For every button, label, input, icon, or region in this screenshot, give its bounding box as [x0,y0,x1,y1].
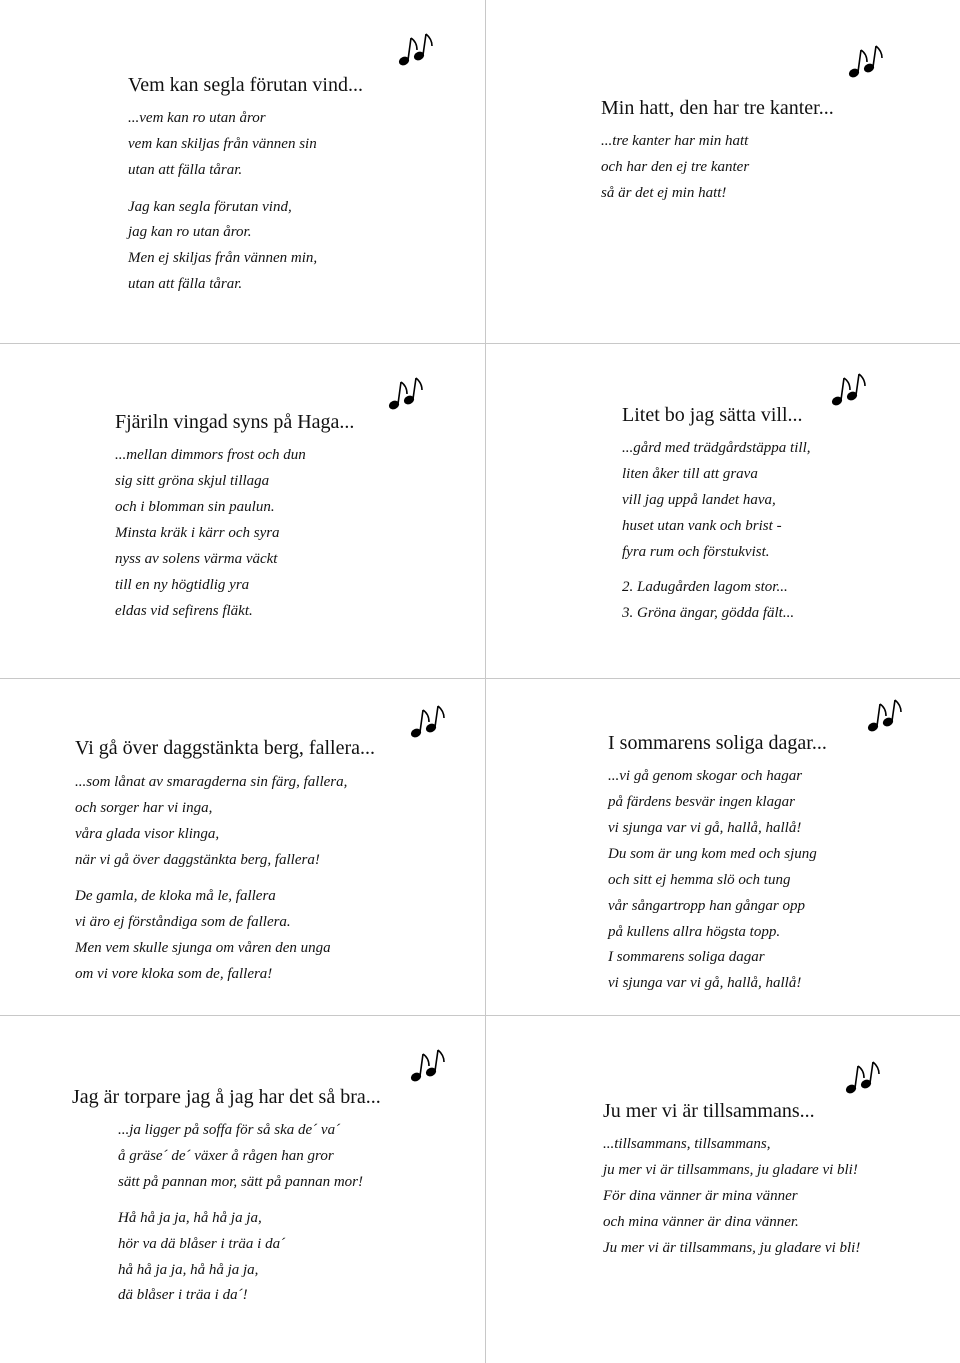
song-line: För dina vänner är mina vänner [603,1188,798,1204]
song-line: De gamla, de kloka må le, fallera [75,888,276,904]
song-line: Minsta kräk i kärr och syra [115,525,280,541]
song-line: dä blåser i träa i da´! [118,1287,248,1303]
song-line: våra glada visor klinga, [75,826,220,842]
song-line: vill jag uppå landet hava, [622,492,776,508]
song-line: ...mellan dimmors frost och dun [115,447,306,463]
song-line: hör va dä blåser i träa i da´ [118,1236,286,1252]
song-line: utan att fälla tårar. [128,276,243,292]
song-line: och mina vänner är dina vänner. [603,1214,799,1230]
song-line: ...vem kan ro utan åror [128,110,266,126]
music-notes-icon [397,30,437,70]
song-line: ...gård med trädgårdstäppa till, [622,440,811,456]
song-line: vår sångartropp han gångar opp [608,898,805,914]
row-divider [0,343,960,344]
song-line: sig sitt gröna skjul tillaga [115,473,270,489]
center-divider [485,343,486,678]
song-line: och sitt ej hemma slö och tung [608,872,791,888]
song-line: vi äro ej förståndiga som de fallera. [75,914,291,930]
song-line: och har den ej tre kanter [601,159,750,175]
song-line: Ju mer vi är tillsammans, ju gladare vi bli! [603,1240,861,1256]
center-divider [485,678,486,1015]
music-notes-icon [830,370,870,410]
song-line: vem kan skiljas från vännen sin [128,136,317,152]
song-line: på färdens besvär ingen klagar [608,794,795,810]
song-line: 3. Gröna ängar, gödda fält... [622,605,795,621]
song-line: 2. Ladugården lagom stor... [622,579,788,595]
song-line: å gräse´ de´ växer å rågen han gror [118,1148,334,1164]
song-title: Ju mer vi är tillsammans... [603,1100,815,1122]
center-divider [485,0,486,343]
song-title: Vi gå över daggstänkta berg, fallera... [75,737,375,759]
song-line: jag kan ro utan åror. [128,224,252,240]
song-line: liten åker till att grava [622,466,758,482]
song-line: om vi vore kloka som de, fallera! [75,966,273,982]
song-line: fyra rum och förstukvist. [622,544,770,560]
center-divider [485,1015,486,1363]
song-title: I sommarens soliga dagar... [608,732,827,754]
music-notes-icon [409,702,449,742]
row-divider [0,1015,960,1016]
song-line: ...ja ligger på soffa för så ska de´ va´ [118,1122,341,1138]
music-notes-icon [844,1058,884,1098]
song-title: Jag är torpare jag å jag har det så bra... [72,1086,381,1108]
song-line: ...tre kanter har min hatt [601,133,749,149]
song-line: till en ny högtidlig yra [115,577,250,593]
music-notes-icon [847,42,887,82]
song-line: ...vi gå genom skogar och hagar [608,768,803,784]
music-notes-icon [387,374,427,414]
song-line: huset utan vank och brist - [622,518,782,534]
song-line: sätt på pannan mor, sätt på pannan mor! [118,1174,364,1190]
song-title: Fjäriln vingad syns på Haga... [115,411,355,433]
song-line: Men vem skulle sjunga om våren den unga [75,940,331,956]
song-title: Vem kan segla förutan vind... [128,74,363,96]
song-line: och i blomman sin paulun. [115,499,275,515]
song-line: utan att fälla tårar. [128,162,243,178]
song-line: hå hå ja ja, hå hå ja ja, [118,1262,259,1278]
song-title: Min hatt, den har tre kanter... [601,97,834,119]
song-line: eldas vid sefirens fläkt. [115,603,253,619]
song-line: när vi gå över daggstänkta berg, fallera! [75,852,320,868]
song-line: nyss av solens värma väckt [115,551,278,567]
song-line: och sorger har vi inga, [75,800,213,816]
song-line: I sommarens soliga dagar [608,949,765,965]
music-notes-icon [866,696,906,736]
song-line: ju mer vi är tillsammans, ju gladare vi bli! [603,1162,858,1178]
song-line: Jag kan segla förutan vind, [128,199,292,215]
music-notes-icon [409,1046,449,1086]
song-line: Du som är ung kom med och sjung [608,846,817,862]
song-line: Hå hå ja ja, hå hå ja ja, [118,1210,262,1226]
song-line: så är det ej min hatt! [601,185,727,201]
song-line: ...som lånat av smaragderna sin färg, fallera, [75,774,348,790]
song-line: vi sjunga var vi gå, hallå, hallå! [608,975,802,991]
song-line: ...tillsammans, tillsammans, [603,1136,771,1152]
song-title: Litet bo jag sätta vill... [622,404,803,426]
row-divider [0,678,960,679]
song-line: på kullens allra högsta topp. [608,924,781,940]
song-line: vi sjunga var vi gå, hallå, hallå! [608,820,802,836]
song-line: Men ej skiljas från vännen min, [128,250,318,266]
